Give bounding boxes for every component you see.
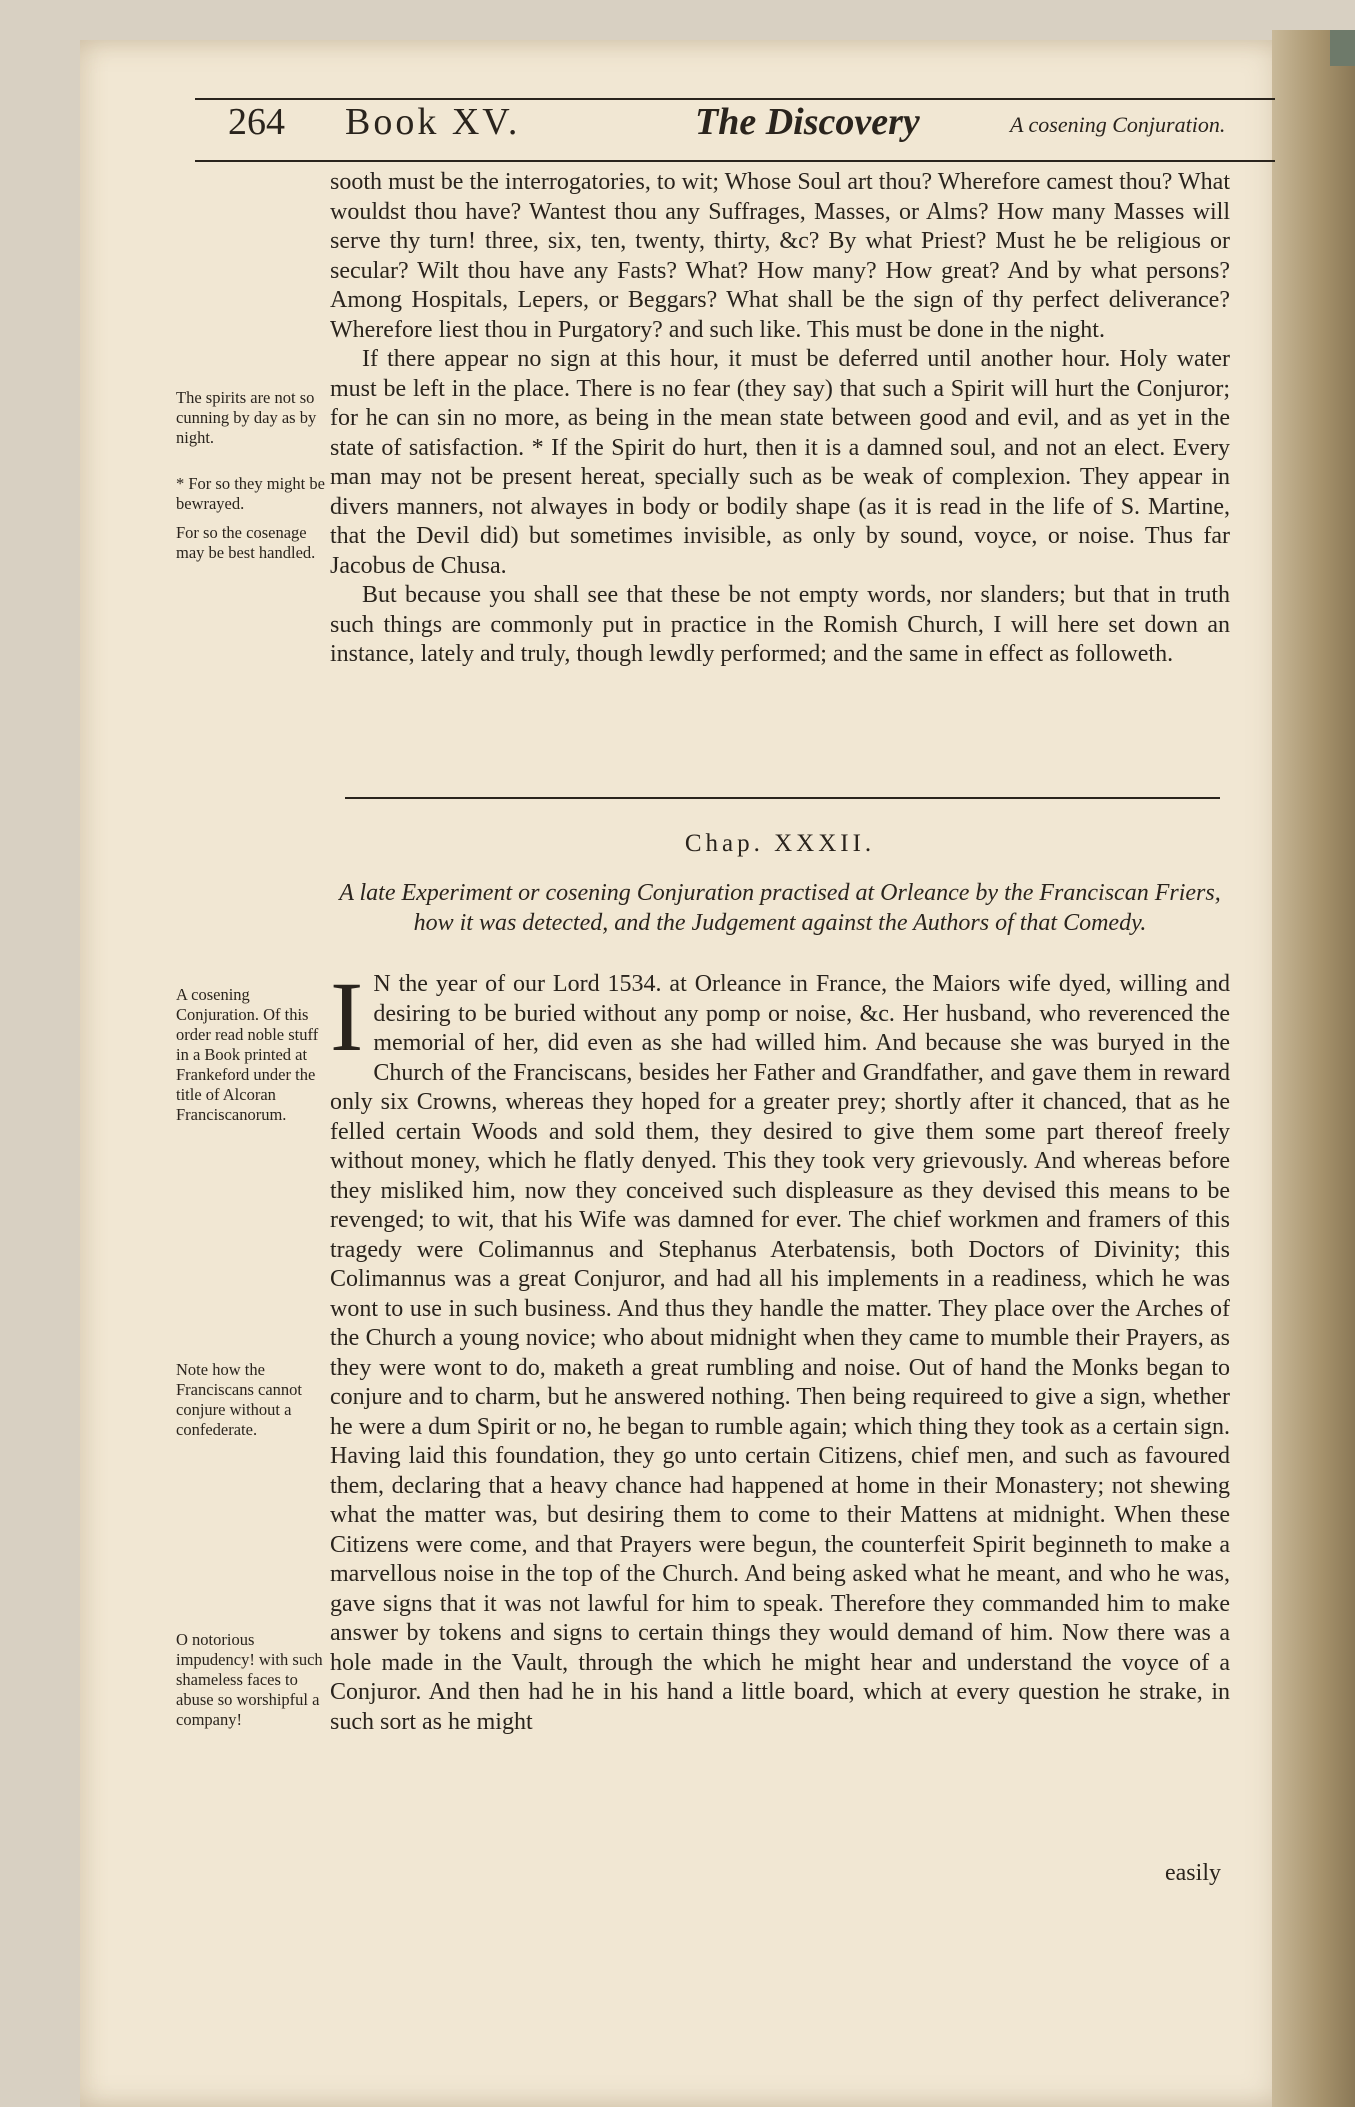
margin-note-6: O notorious impudency! with such shameless faces to abuse so worshipful a company! — [176, 1630, 323, 1729]
chapter-divider — [345, 797, 1220, 799]
top-paragraph: sooth must be the interrogatories, to wit; Whose Soul art thou? Wherefore camest thou? What wouldst thou have? Wantest thou any Suffrages, Masses, or Alms? How many Masses will serve thy turn! three, six, ten, twenty, thirty, &c? By what Priest? Must he be religious or secular? Wilt thou have any Fasts? What? How many? How great? And by what persons? Among Hospitals, Lepers, or Beggars? What shall be the sign of thy perfect deliverance? Wherefore liest thou in Purgatory? and such like. This must be done in the night. — [330, 169, 1230, 343]
page-tab — [1330, 30, 1355, 66]
chapter-text: N the year of our Lord 1534. at Orleance in France, the Maiors wife dyed, willing and desiring to be buried without any pomp or noise, &c. Her husband, who reverenced the memorial of her, did even as she had willed him. And because she was buryed in the Church of the Franciscans, besides her Father and Grandfather, and gave them in reward only six Crowns, whereas they hoped for a greater prey; shortly after it chanced, that as he felled certain Woods and sold them, they desired to give them some part thereof freely without money, which he flatly denyed. This they took very grievously. And whereas before they misliked him, now they conceived such displeasure as they devised this means to be revenged; to wit, that his Wife was damned for ever. The chief workmen and framers of this tragedy were Colimannus and Stephanus Aterbatensis, both Doctors of Divinity; this Colimannus was a great Conjuror, and had all his implements in a readiness, which he was wont to use in such business. And thus they handle the matter. They place over the Arches of the Church a young novice; who about midnight when they came to mumble their Prayers, as they were wont to do, maketh a great rumbling and noise. Out of hand the Monks began to conjure and to charm, but he answered nothing. Then being requireed to give a sign, whether he were a dum Spirit or no, he began to rumble again; which thing they took as a certain sign. Having laid this foundation, they go unto certain Citizens, chief men, and such as favoured them, declaring that a heavy chance had happened at home in their Monastery; not shewing what the matter was, but desiring them to come to their Mattens at midnight. When these Citizens were come, and that Prayers were begun, the counterfeit Spirit beginneth to make a marvellous noise in the top of the Church. And being asked what he meant, and who he was, gave signs that it was not lawful for him to speak. Therefore they commanded him to make answer by tokens and signs to certain things they would demand of him. Now there was a hole made in the Vault, through the which he might hear and understand the voyce of a Conjuror. And then had he in his hand a little board, which at every question he strake, in such sort as he might — [330, 971, 1230, 1735]
drop-cap: I — [330, 961, 364, 1072]
page-number: 264 — [228, 101, 285, 143]
chapter-body — [330, 961, 1230, 1737]
book-label: Book XV. — [345, 101, 521, 143]
margin-note-2: * For so they might be bewrayed. — [176, 474, 325, 513]
running-head: A cosening Conjuration. — [1010, 112, 1226, 137]
chapter-heading: Chap. XXXII. — [684, 830, 876, 857]
margin-note-4: A cosening Conjuration. Of this order read noble stuff in a Book printed at Frankeford under the title of Alcoran Franciscanorum. — [176, 985, 319, 1124]
margin-note-5: Note how the Franciscans cannot conjure without a confederate. — [176, 1360, 302, 1439]
margin-note-3: For so the cosenage may be best handled. — [176, 523, 316, 562]
header-bottom-rule — [195, 160, 1275, 162]
body-top — [330, 168, 1230, 670]
paragraph-2: If there appear no sign at this hour, it must be deferred until another hour. Holy water must be left in the place. There is no fear (they say) that such a Spirit will hurt the Conjuror; for he can sin no more, as being in the mean state between good and evil, and as yet in the state of satisfaction. * If the Spirit do hurt, then it is a damned soul, and not an elect. Every man may not be present hereat, specially such as be weak of complexion. They appear in divers manners, not alwayes in body or bodily shape (as it is read in the life of S. Martine, that the Devil did) but sometimes invisible, as only by sound, voyce, or noise. Thus far Jacobus de Chusa. — [330, 346, 1230, 579]
paragraph-3: But because you shall see that these be not empty words, nor slanders; but that in truth such things are commonly put in practice in the Romish Church, I will here set down an instance, lately and truly, though lewdly performed; and the same in effect as followeth. — [330, 582, 1230, 667]
book-spine — [1272, 30, 1355, 2107]
catchword: easily — [1165, 1860, 1221, 1886]
chapter-subtitle: A late Experiment or cosening Conjuration practised at Orleance by the Franciscan Friers, how it was detected, and the Judgement against the Authors of that Comedy. — [339, 880, 1221, 936]
page-title: The Discovery — [695, 101, 920, 143]
margin-note-1: The spirits are not so cunning by day as by night. — [176, 388, 317, 447]
